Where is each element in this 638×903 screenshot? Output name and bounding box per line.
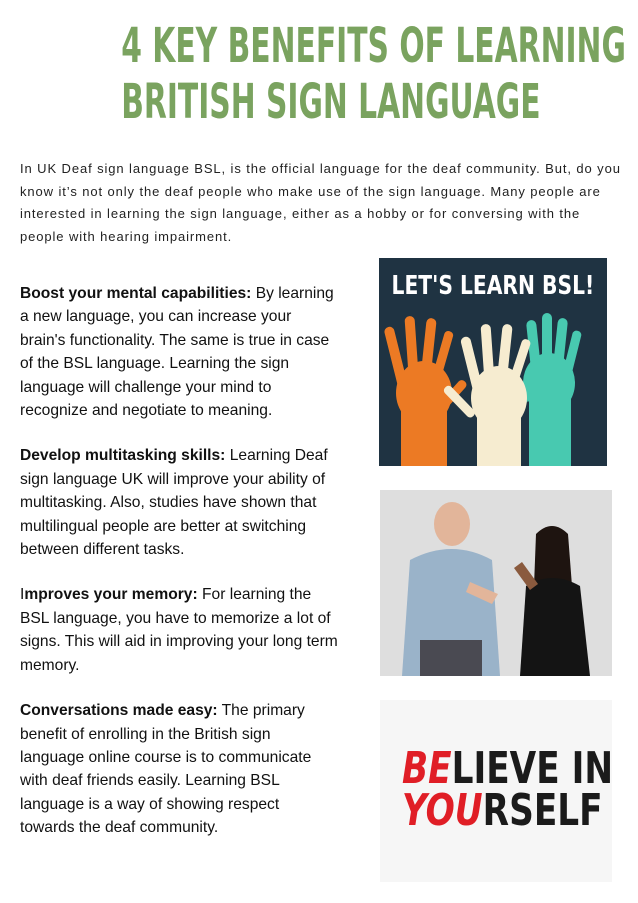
believe-red-you: YOU (402, 785, 483, 836)
intro-paragraph: In UK Deaf sign language BSL, is the official language for the deaf community. But, do you know it’s not only the deaf people who make use of the sign language. Many people are interested in learning the sign language, either as a hobby or for conversing with the people with hearing impairment. (20, 161, 621, 244)
benefit-heading: Boost your mental capabilities: (20, 285, 252, 302)
benefit-text: The primary benefit of enrolling in the British sign language online course is to communicate with deaf friends easily. Learning BSL language is a way of showing respect towards the deaf community. (20, 702, 312, 837)
benefit-text: By learning a new language, you can increase your brain's functionality. The same is true in case of the BSL language. Learning the sign language will challenge your mind to recognize and negotiate to meaning. (20, 285, 334, 420)
orange-hand (383, 316, 468, 466)
benefit-text: For learning the BSL language, you have to memorize a lot of signs. This will aid in improving your long term memory. (20, 586, 338, 674)
benefit-multitasking (20, 444, 338, 561)
believe-in-yourself-image (380, 700, 612, 882)
believe-black-rself: RSELF (482, 785, 603, 836)
believe-black-lieve: LIEVE IN (451, 743, 614, 794)
benefit-heading: Develop multitasking skills: (20, 447, 226, 465)
benefit-lead-letter: I (20, 586, 25, 604)
lets-learn-bsl-image (379, 258, 607, 466)
benefit-mental (20, 282, 338, 422)
benefits-list (20, 282, 338, 862)
raised-hands-illustration (379, 258, 607, 466)
believe-in-yourself-text (402, 743, 614, 836)
benefit-text: Learning Deaf sign language UK will improve your ability of multitasking. Also, studies have shown that multilingual people are better at switching between different tasks. (20, 447, 328, 559)
benefit-heading: Conversations made easy: (20, 702, 218, 720)
lets-learn-bsl-text: LET'S LEARN BSL! (391, 270, 595, 301)
title-line-1: 4 KEY BENEFITS OF LEARNING (121, 18, 626, 74)
people-signing-photo (380, 490, 612, 676)
page-title (121, 18, 626, 130)
benefit-conversations (20, 699, 338, 839)
benefit-memory (20, 583, 338, 677)
title-line-2: BRITISH SIGN LANGUAGE (121, 74, 541, 130)
cream-hand (442, 324, 531, 466)
benefit-heading: mproves your memory: (24, 586, 198, 604)
believe-red-be: BE (402, 743, 452, 794)
signing-people-illustration (380, 490, 612, 676)
